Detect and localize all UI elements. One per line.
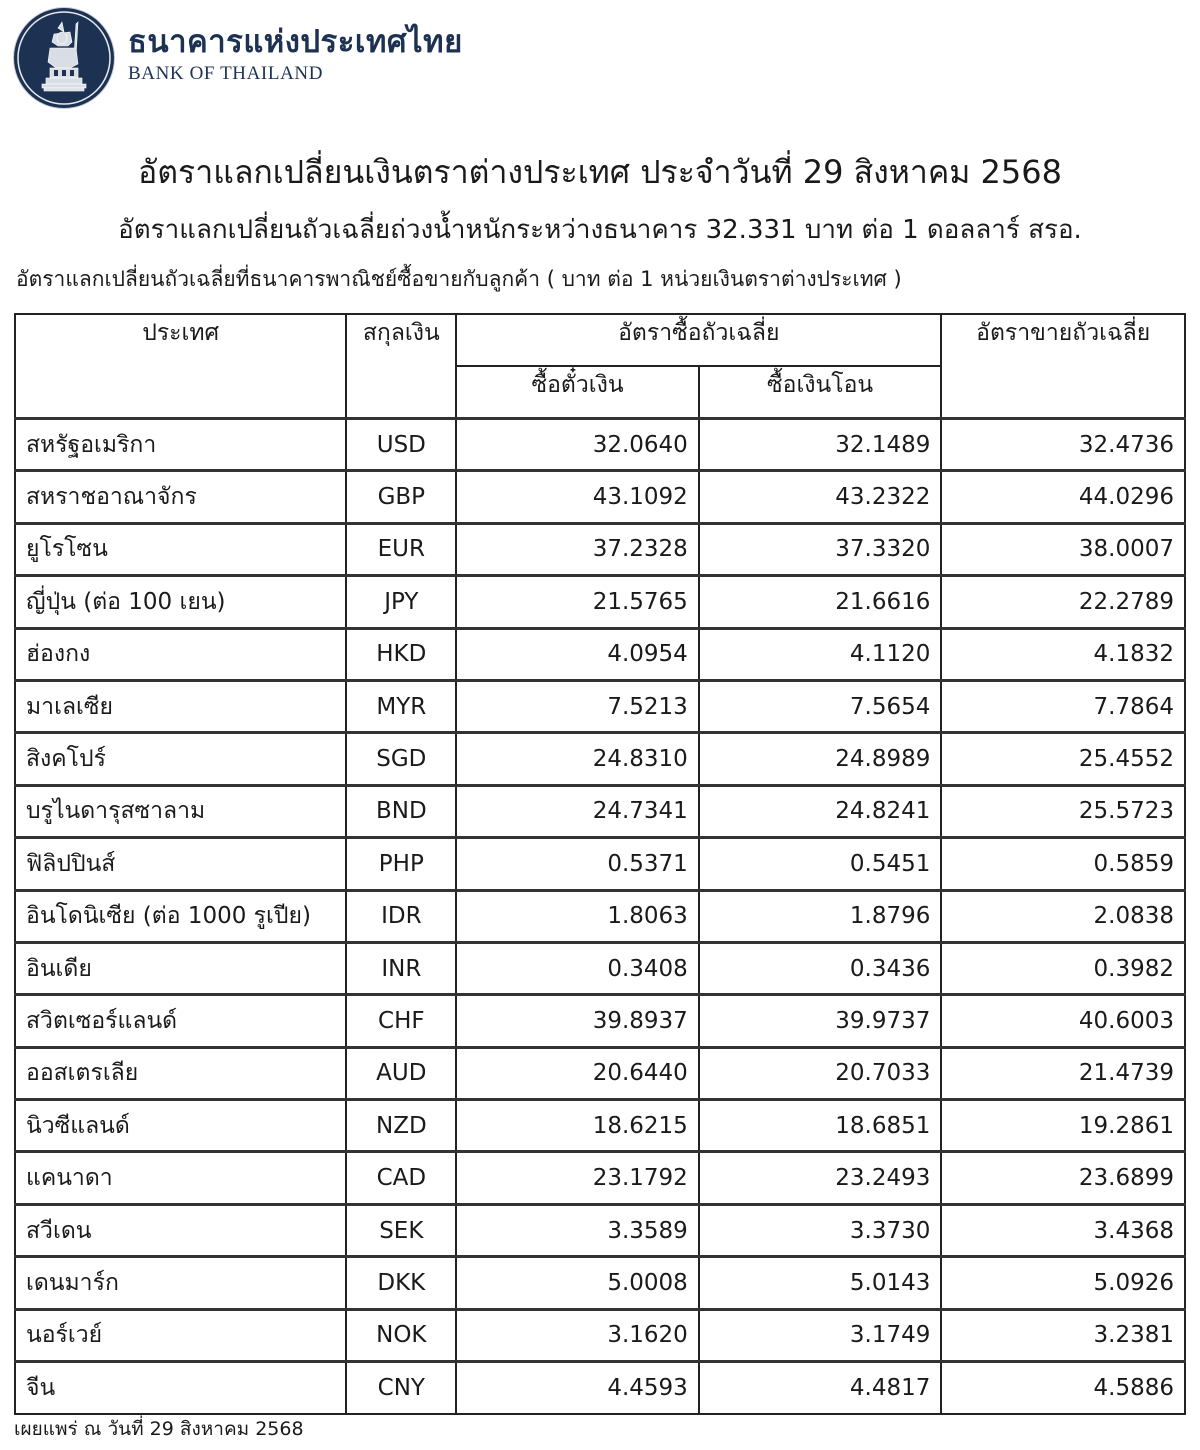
table-row: [15, 576, 1185, 628]
table-description: อัตราแลกเปลี่ยนถัวเฉลี่ยที่ธนาคารพาณิชย์ซื้อขายกับลูกค้า ( บาท ต่อ 1 หน่วยเงินตราต่างประเทศ ): [16, 267, 902, 291]
buying-notes-rate-cell: 24.7341: [456, 785, 699, 837]
buying-notes-rate-cell: 0.3408: [456, 942, 699, 994]
currency-code-cell: SEK: [346, 1204, 456, 1256]
currency-code-cell: CNY: [346, 1362, 456, 1414]
table-row: [15, 890, 1185, 942]
table-row: [15, 1257, 1185, 1309]
buying-transfer-rate-cell: 1.8796: [699, 890, 942, 942]
column-header-currency: สกุลเงิน: [346, 314, 456, 419]
table-row: [15, 419, 1185, 471]
currency-code-cell: PHP: [346, 838, 456, 890]
selling-rate-cell: 7.7864: [941, 680, 1185, 732]
country-cell: ญี่ปุ่น (ต่อ 100 เยน): [15, 576, 346, 628]
selling-rate-cell: 0.3982: [941, 942, 1185, 994]
brand-block: [128, 24, 463, 86]
currency-code-cell: GBP: [346, 471, 456, 523]
buying-transfer-rate-cell: 3.1749: [699, 1309, 942, 1361]
buying-transfer-rate-cell: 37.3320: [699, 523, 942, 575]
buying-notes-rate-cell: 5.0008: [456, 1257, 699, 1309]
selling-rate-cell: 22.2789: [941, 576, 1185, 628]
buying-notes-rate-cell: 23.1792: [456, 1152, 699, 1204]
currency-code-cell: AUD: [346, 1047, 456, 1099]
buying-transfer-rate-cell: 20.7033: [699, 1047, 942, 1099]
buying-notes-rate-cell: 43.1092: [456, 471, 699, 523]
selling-rate-cell: 25.5723: [941, 785, 1185, 837]
buying-transfer-rate-cell: 32.1489: [699, 419, 942, 471]
interbank-rate-subtitle: อัตราแลกเปลี่ยนถัวเฉลี่ยถ่วงน้ำหนักระหว่างธนาคาร 32.331 บาท ต่อ 1 ดอลลาร์ สรอ.: [118, 215, 1082, 245]
currency-code-cell: BND: [346, 785, 456, 837]
buying-notes-rate-cell: 37.2328: [456, 523, 699, 575]
column-header-buying-transfer: ซื้อเงินโอน: [699, 366, 942, 419]
selling-rate-cell: 23.6899: [941, 1152, 1185, 1204]
currency-code-cell: IDR: [346, 890, 456, 942]
table-row: [15, 471, 1185, 523]
buying-notes-rate-cell: 3.3589: [456, 1204, 699, 1256]
selling-rate-cell: 19.2861: [941, 1100, 1185, 1152]
buying-transfer-rate-cell: 0.3436: [699, 942, 942, 994]
column-header-selling: อัตราขายถัวเฉลี่ย: [941, 314, 1185, 419]
selling-rate-cell: 3.2381: [941, 1309, 1185, 1361]
selling-rate-cell: 40.6003: [941, 995, 1185, 1047]
currency-code-cell: NZD: [346, 1100, 456, 1152]
buying-notes-rate-cell: 0.5371: [456, 838, 699, 890]
selling-rate-cell: 4.5886: [941, 1362, 1185, 1414]
country-cell: ฟิลิปปินส์: [15, 838, 346, 890]
country-cell: อินโดนิเซีย (ต่อ 1000 รูเปีย): [15, 890, 346, 942]
buying-transfer-rate-cell: 4.4817: [699, 1362, 942, 1414]
buying-notes-rate-cell: 7.5213: [456, 680, 699, 732]
buying-transfer-rate-cell: 5.0143: [699, 1257, 942, 1309]
table-row: [15, 523, 1185, 575]
currency-code-cell: JPY: [346, 576, 456, 628]
country-cell: บรูไนดารุสซาลาม: [15, 785, 346, 837]
buying-transfer-rate-cell: 18.6851: [699, 1100, 942, 1152]
currency-code-cell: SGD: [346, 733, 456, 785]
buying-notes-rate-cell: 20.6440: [456, 1047, 699, 1099]
currency-code-cell: HKD: [346, 628, 456, 680]
selling-rate-cell: 44.0296: [941, 471, 1185, 523]
selling-rate-cell: 38.0007: [941, 523, 1185, 575]
buying-notes-rate-cell: 39.8937: [456, 995, 699, 1047]
buying-transfer-rate-cell: 24.8241: [699, 785, 942, 837]
currency-code-cell: CAD: [346, 1152, 456, 1204]
buying-notes-rate-cell: 3.1620: [456, 1309, 699, 1361]
table-row: [15, 628, 1185, 680]
country-cell: สวิตเซอร์แลนด์: [15, 995, 346, 1047]
selling-rate-cell: 4.1832: [941, 628, 1185, 680]
buying-notes-rate-cell: 24.8310: [456, 733, 699, 785]
table-row: [15, 785, 1185, 837]
country-cell: ออสเตรเลีย: [15, 1047, 346, 1099]
table-body: [15, 419, 1185, 1414]
exchange-rate-table: [14, 313, 1186, 1415]
buying-transfer-rate-cell: 0.5451: [699, 838, 942, 890]
buying-notes-rate-cell: 18.6215: [456, 1100, 699, 1152]
table-row: [15, 838, 1185, 890]
country-cell: แคนาดา: [15, 1152, 346, 1204]
buying-transfer-rate-cell: 21.6616: [699, 576, 942, 628]
table-row: [15, 995, 1185, 1047]
table-row: [15, 1309, 1185, 1361]
column-header-buying-group: อัตราซื้อถัวเฉลี่ย: [456, 314, 941, 366]
country-cell: มาเลเซีย: [15, 680, 346, 732]
country-cell: ยูโรโซน: [15, 523, 346, 575]
country-cell: สวีเดน: [15, 1204, 346, 1256]
table-row: [15, 1204, 1185, 1256]
table-row: [15, 733, 1185, 785]
selling-rate-cell: 5.0926: [941, 1257, 1185, 1309]
selling-rate-cell: 25.4552: [941, 733, 1185, 785]
buying-transfer-rate-cell: 23.2493: [699, 1152, 942, 1204]
selling-rate-cell: 3.4368: [941, 1204, 1185, 1256]
country-cell: สหรัฐอเมริกา: [15, 419, 346, 471]
page-header: [14, 8, 463, 108]
bank-of-thailand-emblem-icon: [14, 8, 114, 108]
country-cell: ฮ่องกง: [15, 628, 346, 680]
currency-code-cell: DKK: [346, 1257, 456, 1309]
buying-transfer-rate-cell: 7.5654: [699, 680, 942, 732]
buying-transfer-rate-cell: 39.9737: [699, 995, 942, 1047]
selling-rate-cell: 0.5859: [941, 838, 1185, 890]
buying-transfer-rate-cell: 43.2322: [699, 471, 942, 523]
country-cell: นิวซีแลนด์: [15, 1100, 346, 1152]
buying-notes-rate-cell: 1.8063: [456, 890, 699, 942]
column-header-buying-notes: ซื้อตั๋วเงิน: [456, 366, 699, 419]
table-row: [15, 1362, 1185, 1414]
column-header-country: ประเทศ: [15, 314, 346, 419]
org-name-english: BANK OF THAILAND: [128, 63, 324, 84]
buying-notes-rate-cell: 21.5765: [456, 576, 699, 628]
table-row: [15, 1047, 1185, 1099]
selling-rate-cell: 2.0838: [941, 890, 1185, 942]
selling-rate-cell: 21.4739: [941, 1047, 1185, 1099]
country-cell: เดนมาร์ก: [15, 1257, 346, 1309]
buying-notes-rate-cell: 4.4593: [456, 1362, 699, 1414]
currency-code-cell: INR: [346, 942, 456, 994]
buying-transfer-rate-cell: 3.3730: [699, 1204, 942, 1256]
currency-code-cell: CHF: [346, 995, 456, 1047]
selling-rate-cell: 32.4736: [941, 419, 1185, 471]
buying-notes-rate-cell: 32.0640: [456, 419, 699, 471]
country-cell: อินเดีย: [15, 942, 346, 994]
country-cell: สิงคโปร์: [15, 733, 346, 785]
currency-code-cell: USD: [346, 419, 456, 471]
buying-notes-rate-cell: 4.0954: [456, 628, 699, 680]
org-name-thai: ธนาคารแห่งประเทศไทย: [128, 24, 463, 60]
buying-transfer-rate-cell: 24.8989: [699, 733, 942, 785]
page-title: อัตราแลกเปลี่ยนเงินตราต่างประเทศ ประจำวันที่ 29 สิงหาคม 2568: [138, 153, 1062, 191]
country-cell: นอร์เวย์: [15, 1309, 346, 1361]
country-cell: จีน: [15, 1362, 346, 1414]
currency-code-cell: EUR: [346, 523, 456, 575]
currency-code-cell: MYR: [346, 680, 456, 732]
table-row: [15, 1100, 1185, 1152]
currency-code-cell: NOK: [346, 1309, 456, 1361]
country-cell: สหราชอาณาจักร: [15, 471, 346, 523]
published-date: เผยแพร่ ณ วันที่ 29 สิงหาคม 2568: [14, 1418, 304, 1440]
buying-transfer-rate-cell: 4.1120: [699, 628, 942, 680]
table-row: [15, 680, 1185, 732]
table-row: [15, 1152, 1185, 1204]
table-row: [15, 942, 1185, 994]
